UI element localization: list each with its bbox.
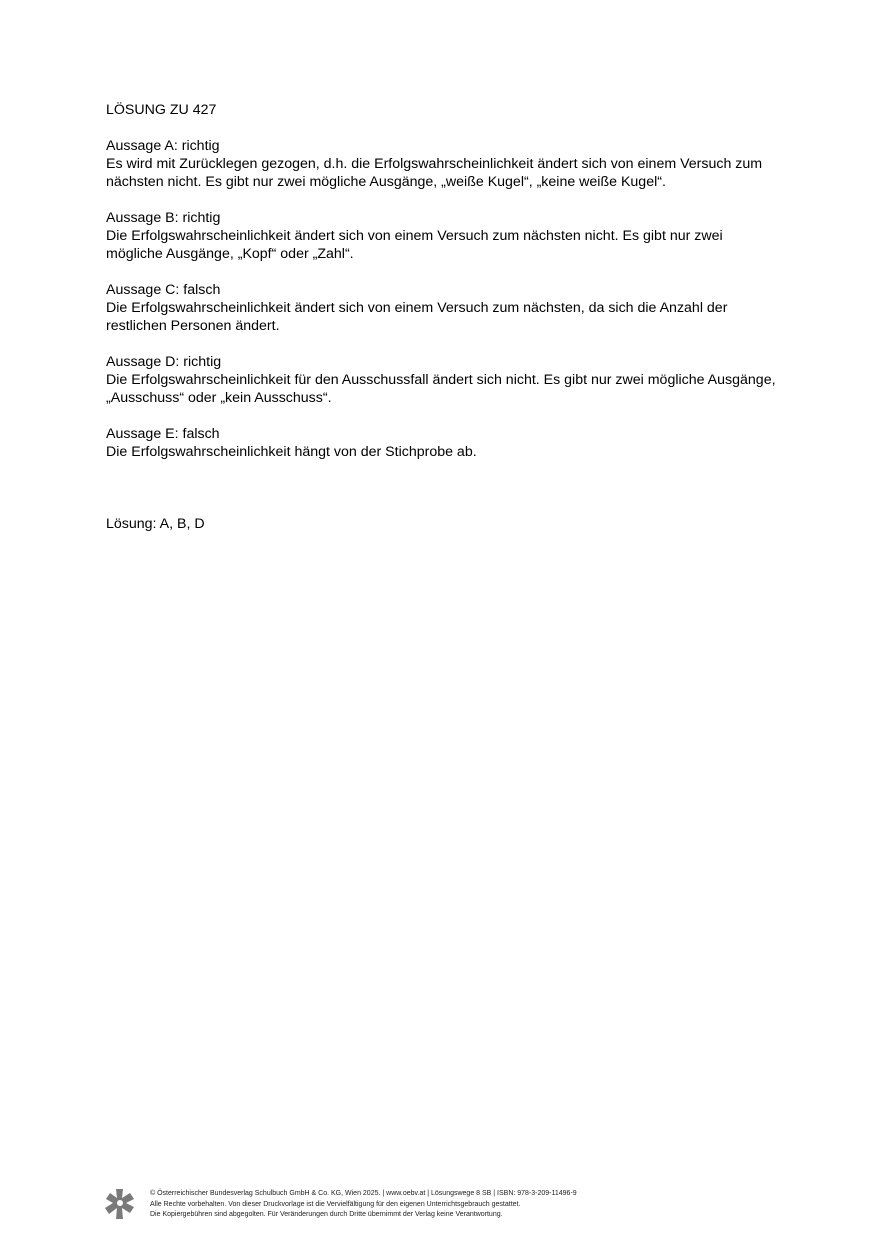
statement-line: restlichen Personen ändert. [106,318,280,334]
page-title: LÖSUNG ZU 427 [106,102,217,118]
statement-line: Die Erfolgswahrscheinlichkeit für den Ausschussfall ändert sich nicht. Es gibt nur zwei mögliche Ausgänge, [106,372,776,388]
footer-line: © Österreichischer Bundesverlag Schulbuch GmbH & Co. KG, Wien 2025. | www.oebv.at | Lösungswege 8 SB | ISBN: 978-3-209-11496-9 [150,1190,577,1197]
statement-heading: Aussage C: falsch [106,282,221,298]
statement-line: mögliche Ausgänge, „Kopf“ oder „Zahl“. [106,246,354,262]
footer-line: Die Kopiergebühren sind abgegolten. Für Veränderungen durch Dritte übernimmt der Verlag keine Verantwortung. [150,1211,503,1218]
statement-a [106,137,836,191]
statement-line: „Ausschuss“ oder „kein Ausschuss“. [106,390,332,406]
document-body [106,101,836,479]
statement-line: nächsten nicht. Es gibt nur zwei mögliche Ausgänge, „weiße Kugel“, „keine weiße Kugel“. [106,174,666,190]
statement-e [106,425,836,461]
solution-text: Lösung: A, B, D [106,516,205,532]
statement-d [106,353,836,407]
footer-line: Alle Rechte vorbehalten. Von dieser Druckvorlage ist die Vervielfältigung für den eigenen Unterrichtsgebrauch gestattet. [150,1200,521,1208]
statement-line: Die Erfolgswahrscheinlichkeit ändert sich von einem Versuch zum nächsten nicht. Es gibt nur zwei [106,228,723,244]
statement-heading: Aussage A: richtig [106,138,220,154]
statement-heading: Aussage D: richtig [106,354,222,370]
statement-line: Es wird mit Zurücklegen gezogen, d.h. die Erfolgswahrscheinlichkeit ändert sich von einem Versuch zum [106,156,763,172]
copyright-notice [150,1189,577,1221]
statement-line: Die Erfolgswahrscheinlichkeit ändert sich von einem Versuch zum nächsten, da sich die Anzahl der [106,300,728,316]
page-footer [104,1187,804,1227]
statement-heading: Aussage E: falsch [106,426,220,442]
statement-heading: Aussage B: richtig [106,210,221,226]
oebv-asterisk-logo-icon [104,1188,136,1220]
statement-c [106,281,836,335]
statement-b [106,209,836,263]
statement-line: Die Erfolgswahrscheinlichkeit hängt von der Stichprobe ab. [106,444,477,460]
